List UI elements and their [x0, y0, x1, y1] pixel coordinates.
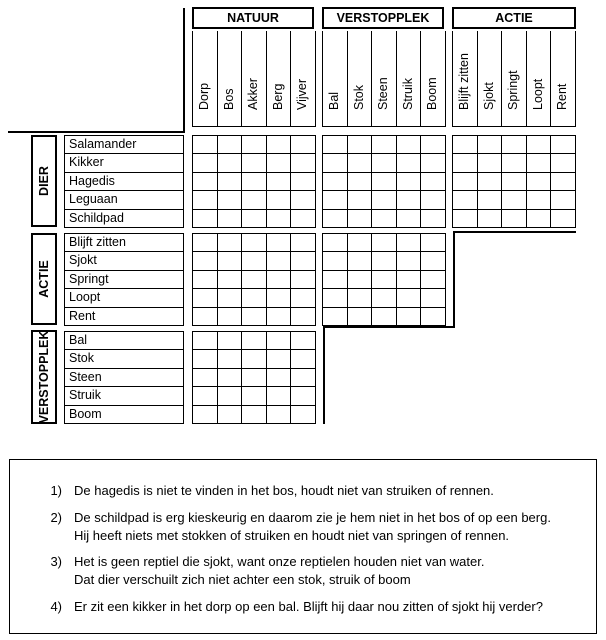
grid-cell[interactable] [526, 209, 552, 228]
grid-cell[interactable] [396, 190, 422, 209]
grid-cell[interactable] [217, 172, 243, 191]
col-label-box [217, 31, 243, 127]
grid-cell[interactable] [290, 349, 316, 368]
grid-cell[interactable] [347, 233, 373, 252]
grid-cell[interactable] [396, 288, 422, 307]
grid-cell[interactable] [396, 172, 422, 191]
grid-cell[interactable] [241, 405, 267, 424]
grid-cell[interactable] [290, 172, 316, 191]
grid-cell[interactable] [290, 368, 316, 387]
grid-cell[interactable] [371, 172, 397, 191]
row-label: Springt [64, 270, 184, 289]
col-label-box [550, 31, 576, 127]
grid-cell[interactable] [241, 349, 267, 368]
grid-cell[interactable] [550, 135, 576, 154]
grid-cell[interactable] [266, 153, 292, 172]
corner-vertical-line [183, 8, 185, 132]
grid-cell[interactable] [501, 190, 527, 209]
row-label: Blijft zitten [64, 233, 184, 252]
grid-cell[interactable] [347, 209, 373, 228]
grid-cell[interactable] [217, 270, 243, 289]
grid-cell[interactable] [192, 172, 218, 191]
grid-cell[interactable] [452, 153, 478, 172]
grid-cell[interactable] [396, 307, 422, 326]
grid-cell[interactable] [192, 153, 218, 172]
row-label: Leguaan [64, 190, 184, 209]
row-label: Struik [64, 386, 184, 405]
grid-cell[interactable] [371, 233, 397, 252]
grid-cell[interactable] [452, 135, 478, 154]
grid-cell[interactable] [192, 368, 218, 387]
grid-cell[interactable] [420, 307, 446, 326]
grid-cell[interactable] [501, 172, 527, 191]
staircase-line-2 [453, 231, 455, 326]
grid-cell[interactable] [477, 172, 503, 191]
grid-cell[interactable] [192, 190, 218, 209]
grid-cell[interactable] [241, 288, 267, 307]
grid-cell[interactable] [241, 153, 267, 172]
grid-cell[interactable] [477, 209, 503, 228]
col-label-box [192, 31, 218, 127]
grid-cell[interactable] [322, 190, 348, 209]
grid-cell[interactable] [371, 135, 397, 154]
grid-cell[interactable] [371, 153, 397, 172]
grid-cell[interactable] [501, 209, 527, 228]
grid-cell[interactable] [217, 190, 243, 209]
grid-cell[interactable] [501, 153, 527, 172]
col-group-header-actie: ACTIE [452, 7, 576, 29]
grid-cell[interactable] [452, 209, 478, 228]
grid-cell[interactable] [241, 251, 267, 270]
grid-cell[interactable] [420, 172, 446, 191]
staircase-line-3 [323, 326, 455, 328]
grid-cell[interactable] [347, 251, 373, 270]
grid-cell[interactable] [192, 270, 218, 289]
grid-cell[interactable] [420, 135, 446, 154]
grid-cell[interactable] [217, 386, 243, 405]
grid-cell[interactable] [550, 172, 576, 191]
grid-cell[interactable] [501, 135, 527, 154]
grid-cell[interactable] [322, 251, 348, 270]
grid-cell[interactable] [192, 288, 218, 307]
grid-cell[interactable] [241, 209, 267, 228]
col-label-box [322, 31, 348, 127]
grid-cell[interactable] [526, 153, 552, 172]
grid-cell[interactable] [420, 270, 446, 289]
grid-cell[interactable] [347, 135, 373, 154]
grid-cell[interactable] [217, 307, 243, 326]
grid-cell[interactable] [420, 190, 446, 209]
grid-cell[interactable] [266, 270, 292, 289]
grid-cell[interactable] [371, 209, 397, 228]
grid-cell[interactable] [241, 172, 267, 191]
grid-cell[interactable] [192, 209, 218, 228]
grid-cell[interactable] [217, 349, 243, 368]
row-label: Rent [64, 307, 184, 326]
grid-cell[interactable] [241, 386, 267, 405]
grid-cell[interactable] [322, 153, 348, 172]
grid-cell[interactable] [396, 135, 422, 154]
grid-cell[interactable] [420, 209, 446, 228]
grid-cell[interactable] [396, 251, 422, 270]
col-label-box [347, 31, 373, 127]
grid-cell[interactable] [217, 135, 243, 154]
grid-cell[interactable] [347, 153, 373, 172]
row-group-actie: ACTIE [31, 233, 57, 325]
grid-cell[interactable] [347, 288, 373, 307]
row-label: Stok [64, 349, 184, 368]
row-label: Salamander [64, 135, 184, 154]
row-label: Bal [64, 331, 184, 350]
grid-cell[interactable] [371, 270, 397, 289]
grid-cell[interactable] [241, 233, 267, 252]
grid-cell[interactable] [526, 135, 552, 154]
row-label: Loopt [64, 288, 184, 307]
grid-cell[interactable] [266, 307, 292, 326]
grid-cell[interactable] [477, 153, 503, 172]
grid-cell[interactable] [241, 307, 267, 326]
grid-cell[interactable] [396, 153, 422, 172]
grid-cell[interactable] [192, 233, 218, 252]
grid-cell[interactable] [347, 270, 373, 289]
grid-cell[interactable] [266, 209, 292, 228]
grid-cell[interactable] [290, 251, 316, 270]
grid-cell[interactable] [217, 233, 243, 252]
grid-cell[interactable] [192, 405, 218, 424]
grid-cell[interactable] [192, 349, 218, 368]
grid-cell[interactable] [322, 172, 348, 191]
col-label-box [477, 31, 503, 127]
grid-cell[interactable] [322, 307, 348, 326]
grid-cell[interactable] [217, 251, 243, 270]
grid-cell[interactable] [266, 386, 292, 405]
grid-cell[interactable] [452, 190, 478, 209]
grid-cell[interactable] [322, 135, 348, 154]
grid-cell[interactable] [290, 386, 316, 405]
grid-cell[interactable] [266, 405, 292, 424]
grid-cell[interactable] [192, 331, 218, 350]
grid-cell[interactable] [241, 331, 267, 350]
grid-cell[interactable] [266, 233, 292, 252]
grid-cell[interactable] [266, 331, 292, 350]
grid-cell[interactable] [266, 190, 292, 209]
grid-cell[interactable] [420, 251, 446, 270]
grid-cell[interactable] [371, 251, 397, 270]
grid-cell[interactable] [526, 172, 552, 191]
grid-cell[interactable] [526, 190, 552, 209]
grid-cell[interactable] [217, 405, 243, 424]
grid-cell[interactable] [290, 331, 316, 350]
grid-cell[interactable] [290, 233, 316, 252]
col-group-header-natuur: NATUUR [192, 7, 314, 29]
grid-cell[interactable] [241, 135, 267, 154]
grid-cell[interactable] [290, 153, 316, 172]
grid-cell[interactable] [477, 135, 503, 154]
grid-cell[interactable] [452, 172, 478, 191]
grid-cell[interactable] [266, 349, 292, 368]
grid-cell[interactable] [192, 251, 218, 270]
grid-cell[interactable] [371, 288, 397, 307]
row-label: Kikker [64, 153, 184, 172]
grid-cell[interactable] [266, 368, 292, 387]
grid-cell[interactable] [396, 270, 422, 289]
grid-cell[interactable] [266, 135, 292, 154]
grid-cell[interactable] [550, 190, 576, 209]
grid-cell[interactable] [266, 251, 292, 270]
grid-cell[interactable] [217, 368, 243, 387]
grid-cell[interactable] [290, 190, 316, 209]
grid-cell[interactable] [322, 209, 348, 228]
grid-cell[interactable] [347, 307, 373, 326]
grid-cell[interactable] [322, 288, 348, 307]
grid-cell[interactable] [217, 209, 243, 228]
grid-cell[interactable] [192, 135, 218, 154]
row-label: Steen [64, 368, 184, 387]
grid-cell[interactable] [420, 153, 446, 172]
grid-cell[interactable] [290, 288, 316, 307]
grid-cell[interactable] [290, 209, 316, 228]
row-label: Boom [64, 405, 184, 424]
grid-cell[interactable] [192, 386, 218, 405]
grid-cell[interactable] [347, 190, 373, 209]
row-group-dier: DIER [31, 135, 57, 227]
grid-cell[interactable] [420, 288, 446, 307]
grid-cell[interactable] [217, 331, 243, 350]
grid-cell[interactable] [550, 209, 576, 228]
grid-cell[interactable] [241, 270, 267, 289]
grid-cell[interactable] [266, 288, 292, 307]
grid-cell[interactable] [241, 190, 267, 209]
grid-cell[interactable] [550, 153, 576, 172]
corner-horizontal-line [8, 131, 185, 133]
grid-cell[interactable] [266, 172, 292, 191]
grid-cell[interactable] [217, 288, 243, 307]
grid-cell[interactable] [217, 153, 243, 172]
row-group-verstopplek: VERSTOPPLEK [31, 330, 57, 424]
grid-cell[interactable] [322, 270, 348, 289]
row-label: Schildpad [64, 209, 184, 228]
staircase-line-1 [453, 231, 576, 233]
row-label: Sjokt [64, 251, 184, 270]
grid-cell[interactable] [347, 172, 373, 191]
grid-cell[interactable] [322, 233, 348, 252]
grid-cell[interactable] [290, 135, 316, 154]
grid-cell[interactable] [396, 209, 422, 228]
grid-cell[interactable] [241, 368, 267, 387]
grid-cell[interactable] [290, 270, 316, 289]
grid-cell[interactable] [371, 307, 397, 326]
grid-cell[interactable] [371, 190, 397, 209]
col-group-header-verstopplek: VERSTOPPLEK [322, 7, 444, 29]
grid-cell[interactable] [290, 307, 316, 326]
grid-cell[interactable] [396, 233, 422, 252]
grid-cell[interactable] [290, 405, 316, 424]
row-label: Hagedis [64, 172, 184, 191]
grid-cell[interactable] [192, 307, 218, 326]
grid-cell[interactable] [477, 190, 503, 209]
grid-cell[interactable] [420, 233, 446, 252]
staircase-line-4 [323, 326, 325, 424]
col-label-box [266, 31, 292, 127]
